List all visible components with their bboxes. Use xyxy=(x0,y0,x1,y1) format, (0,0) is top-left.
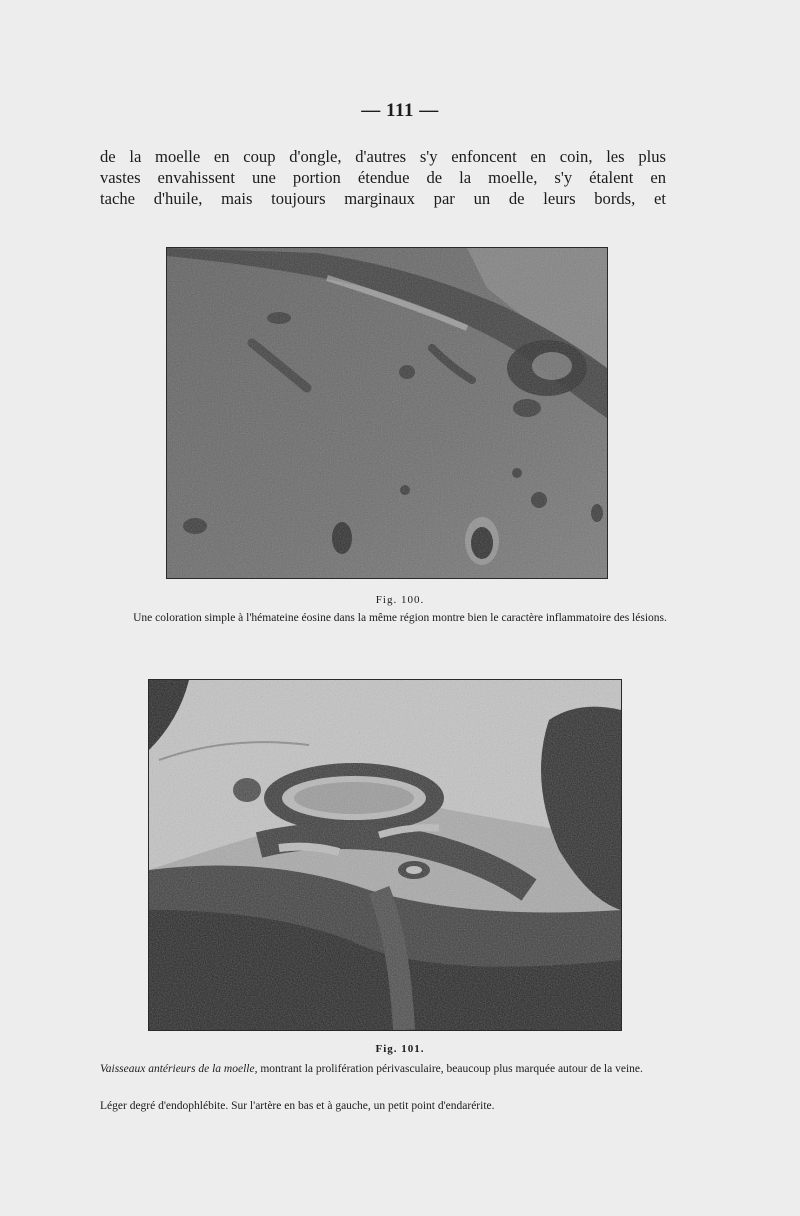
caption-italic-part: Vaisseaux antérieurs de la moelle, xyxy=(100,1063,258,1075)
body-text xyxy=(100,146,666,209)
figure-101-caption-second: Léger degré d'endophlébite. Sur l'artère en bas et à gauche, un petit point d'endarérite. xyxy=(100,1100,495,1112)
figure-101-caption xyxy=(100,1061,666,1077)
caption-rest: montrant la prolifération périvasculaire, beaucoup plus marquée autour de la veine. xyxy=(257,1063,643,1075)
micrograph-figure-100 xyxy=(166,247,608,579)
body-line: de la moelle en coup d'ongle, d'autres s'y enfoncent en coin, les plus xyxy=(100,147,666,166)
page-number: — 111 — xyxy=(361,100,439,121)
micrograph-figure-101 xyxy=(148,679,622,1031)
figure-100-label: Fig. 100. xyxy=(375,594,425,606)
figure-101-label: Fig. 101. xyxy=(375,1043,425,1055)
body-line: tache d'huile, mais toujours marginaux par un de leurs bords, et xyxy=(100,189,666,208)
body-line: vastes envahissent une portion étendue de la moelle, s'y étalent en xyxy=(100,168,666,187)
figure-100-caption: Une coloration simple à l'hémateine éosine dans la même région montre bien le caractère inflammatoire des lésions. xyxy=(133,612,667,624)
